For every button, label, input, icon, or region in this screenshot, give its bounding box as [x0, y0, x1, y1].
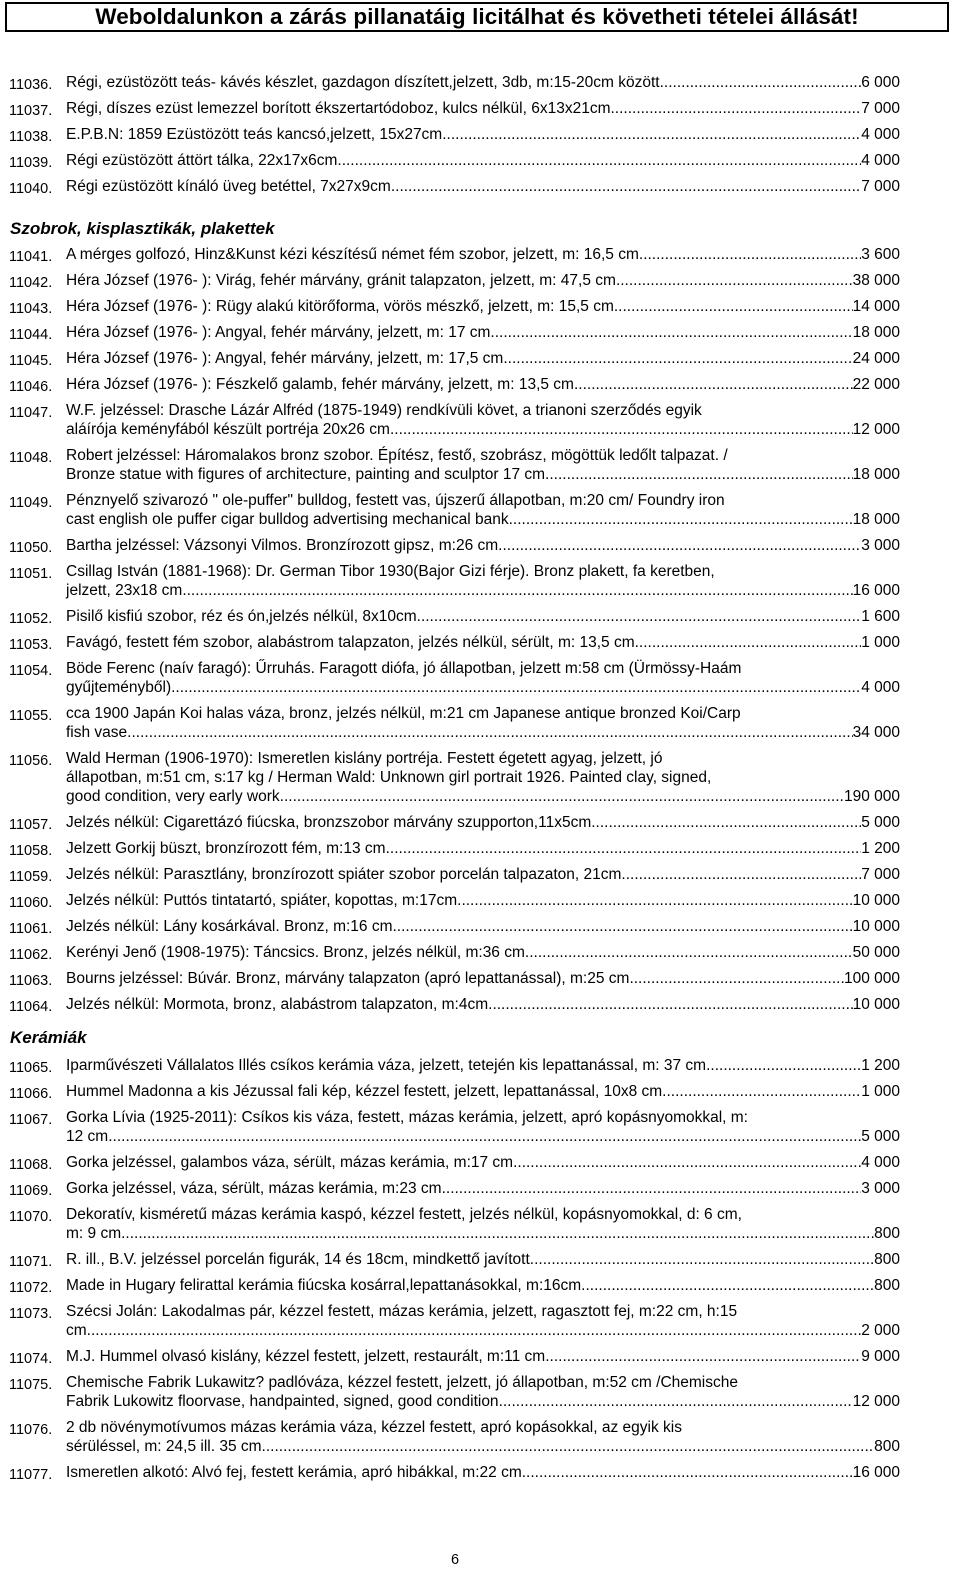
lot-price: 800: [874, 1251, 900, 1268]
lot-number: 11069.: [9, 1183, 53, 1199]
dot-leader: [442, 1179, 862, 1198]
lot-description: Böde Ferenc (naív faragó): Űrruhás. Faragott diófa, jó állapotban, jelzett m:58 cm (Ürmössy-Haám: [66, 660, 742, 677]
lot-number: 11075.: [9, 1377, 53, 1393]
lot-price: 22 000: [852, 376, 900, 393]
lot-description: Bronze statue with figures of architecture, painting and sculptor 17 cm: [66, 466, 546, 483]
lot-number: 11062.: [9, 947, 53, 963]
lot-number: 11070.: [9, 1209, 53, 1225]
dot-leader: [488, 995, 852, 1014]
lot-number: 11040.: [9, 181, 53, 197]
lot-number: 11051.: [9, 566, 53, 582]
lot-price: 1 000: [861, 1083, 900, 1100]
lot-number: 11067.: [9, 1112, 53, 1128]
lot-price: 1 600: [861, 608, 900, 625]
dot-leader: [127, 723, 852, 742]
lot-price: 6 000: [861, 74, 900, 91]
lot-description: W.F. jelzéssel: Drasche Lázár Alfréd (1875-1949) rendkívüli követ, a trianoni szerződés egyik: [66, 402, 702, 419]
lot-description: Jelzés nélkül: Lány kosárkával. Bronz, m:16 cm: [66, 918, 393, 935]
lot-price: 4 000: [861, 1154, 900, 1171]
lot-description: Robert jelzéssel: Háromalakos bronz szobor. Építész, festő, szobrász, mögöttük ledőlt talpazat. /: [66, 447, 728, 464]
dot-leader: [391, 177, 861, 196]
lot-number: 11059.: [9, 869, 53, 885]
dot-leader: [457, 891, 852, 910]
dot-leader: [545, 1347, 861, 1366]
lot-number: 11049.: [9, 495, 53, 511]
lot-number: 11058.: [9, 843, 53, 859]
lot-number: 11036.: [9, 77, 53, 93]
lot-number: 11046.: [9, 379, 53, 395]
lot-price: 12 000: [852, 421, 900, 438]
lot-number: 11061.: [9, 921, 53, 937]
lot-number: 11057.: [9, 817, 53, 833]
lot-description: cca 1900 Japán Koi halas váza, bronz, jelzés nélkül, m:21 cm Japanese antique bronzed Koi/Carp: [66, 705, 741, 722]
page-number: 6: [450, 1552, 460, 1568]
lot-description: Wald Herman (1906-1970): Ismeretlen kislány portréja. Festett égetett agyag, jelzett, jó: [66, 750, 663, 767]
lot-price: 3 000: [861, 1180, 900, 1197]
lot-number: 11050.: [9, 540, 53, 556]
lot-price: 4 000: [861, 126, 900, 143]
lot-description: Szécsi Jolán: Lakodalmas pár, kézzel festett, mázas kerámia, jelzett, ragasztott fej, m:22 cm, h:15: [66, 1303, 738, 1320]
lot-description: fish vase: [66, 724, 128, 741]
lot-number: 11048.: [9, 450, 53, 466]
lot-number: 11038.: [9, 129, 53, 145]
lot-description: Régi, díszes ezüst lemezzel borított ékszertartódoboz, kulcs nélkül, 6x13x21cm: [66, 100, 611, 117]
lot-description: m: 9 cm: [66, 1225, 122, 1242]
lot-description: Dekoratív, kisméretű mázas kerámia kaspó, kézzel festett, jelzés nélkül, kopásnyomokkal, d: 6 cm,: [66, 1206, 742, 1223]
dot-leader: [591, 813, 861, 832]
dot-leader: [108, 1127, 861, 1146]
lot-number: 11055.: [9, 708, 53, 724]
lot-description: Favágó, festett fém szobor, alabástrom talapzaton, jelzés nélkül, sérült, m: 13,5 cm: [66, 634, 635, 651]
lot-description: Chemische Fabrik Lukawitz? padlóváza, kézzel festett, jelzett, jó állapotban, m:52 cm /Chemische: [66, 1374, 738, 1391]
dot-leader: [499, 1392, 853, 1411]
dot-leader: [635, 633, 862, 652]
lot-price: 800: [874, 1277, 900, 1294]
dot-leader: [182, 581, 852, 600]
lot-description: Fabrik Lukowitz floorvase, handpainted, signed, good condition: [66, 1393, 499, 1410]
lot-price: 1 200: [861, 1057, 900, 1074]
lot-description: A mérges golfozó, Hinz&Kunst kézi készítésű német fém szobor, jelzett, m: 16,5 cm: [66, 246, 639, 263]
lot-price: 800: [874, 1438, 900, 1455]
dot-leader: [530, 1250, 874, 1269]
lot-description: sérüléssel, m: 24,5 ill. 35 cm: [66, 1438, 262, 1455]
lot-number: 11076.: [9, 1422, 53, 1438]
lot-description: Régi ezüstözött áttört tálka, 22x17x6cm: [66, 152, 338, 169]
lot-description: aláírója keményfából készült portréja 20x26 cm: [66, 421, 390, 438]
lot-description: Jelzés nélkül: Cigarettázó fiúcska, bronzszobor márvány szupporton,11x5cm: [66, 814, 592, 831]
lot-number: 11071.: [9, 1254, 53, 1270]
lot-price: 10 000: [852, 918, 900, 935]
dot-leader: [393, 917, 853, 936]
lot-price: 7 000: [861, 100, 900, 117]
lot-price: 34 000: [852, 724, 900, 741]
dot-leader: [522, 1463, 853, 1482]
lot-number: 11043.: [9, 301, 53, 317]
dot-leader: [262, 1437, 875, 1456]
dot-leader: [280, 787, 844, 806]
dot-leader: [706, 1056, 861, 1075]
lot-description: Héra József (1976- ): Fészkelő galamb, fehér márvány, jelzett, m: 13,5 cm: [66, 376, 574, 393]
lot-description: Régi ezüstözött kínáló üveg betéttel, 7x27x9cm: [66, 178, 391, 195]
lot-price: 9 000: [861, 1348, 900, 1365]
dot-leader: [386, 839, 862, 858]
lot-description: Hummel Madonna a kis Jézussal fali kép, kézzel festett, jelzett, lepattanással, 10x8 cm: [66, 1083, 663, 1100]
lot-description: Jelzés nélkül: Parasztlány, bronzírozott spiáter szobor porcelán talpazaton, 21cm: [66, 866, 622, 883]
lot-description: Ismeretlen alkotó: Alvó fej, festett kerámia, apró hibákkal, m:22 cm: [66, 1464, 522, 1481]
lot-number: 11054.: [9, 663, 53, 679]
lot-description: R. ill., B.V. jelzéssel porcelán figurák, 14 és 18cm, mindkettő javított: [66, 1251, 530, 1268]
lot-price: 18 000: [852, 324, 900, 341]
dot-leader: [121, 1224, 874, 1243]
lot-number: 11041.: [9, 249, 53, 265]
lot-price: 3 000: [861, 537, 900, 554]
page-title: Weboldalunkon a zárás pillanatáig licitálhat és követheti tételei állását!: [5, 2, 949, 32]
lot-number: 11053.: [9, 637, 53, 653]
lot-description: Héra József (1976- ): Angyal, fehér márvány, jelzett, m: 17 cm: [66, 324, 491, 341]
dot-leader: [390, 420, 853, 439]
dot-leader: [171, 678, 861, 697]
lot-price: 10 000: [852, 892, 900, 909]
lot-price: 3 600: [861, 246, 900, 263]
dot-leader: [581, 1276, 874, 1295]
dot-leader: [660, 73, 862, 92]
lot-description: Gorka Lívia (1925-2011): Csíkos kis váza, festett, mázas kerámia, jelzett, apró kopásnyomokkal, m:: [66, 1109, 748, 1126]
section-heading: Szobrok, kisplasztikák, plakettek: [10, 219, 275, 238]
lot-price: 18 000: [852, 511, 900, 528]
dot-leader: [337, 151, 861, 170]
lot-number: 11039.: [9, 155, 53, 171]
dot-leader: [498, 536, 861, 555]
lot-description: Jelzés nélkül: Puttós tintatartó, spiáter, kopottas, m:17cm: [66, 892, 458, 909]
lot-description: E.P.B.N: 1859 Ezüstözött teás kancsó,jelzett, 15x27cm: [66, 126, 443, 143]
lot-number: 11065.: [9, 1060, 53, 1076]
lot-price: 7 000: [861, 866, 900, 883]
lot-price: 14 000: [852, 298, 900, 315]
lot-description: állapotban, m:51 cm, s:17 kg / Herman Wald: Unknown girl portrait 1926. Painted clay, signed,: [66, 769, 712, 786]
lot-number: 11052.: [9, 611, 53, 627]
lot-price: 18 000: [852, 466, 900, 483]
lot-number: 11044.: [9, 327, 53, 343]
lot-price: 38 000: [852, 272, 900, 289]
lot-description: jelzett, 23x18 cm: [66, 582, 183, 599]
lot-price: 12 000: [852, 1393, 900, 1410]
dot-leader: [513, 1153, 861, 1172]
lot-number: 11037.: [9, 103, 53, 119]
dot-leader: [629, 969, 844, 988]
dot-leader: [525, 943, 853, 962]
dot-leader: [490, 323, 852, 342]
lot-description: 2 db növénymotívumos mázas kerámia váza, kézzel festett, apró kopásokkal, az egyik kis: [66, 1419, 682, 1436]
lot-price: 100 000: [843, 970, 900, 987]
dot-leader: [509, 510, 853, 529]
lot-price: 800: [874, 1225, 900, 1242]
section-heading: Kerámiák: [10, 1028, 87, 1047]
dot-leader: [616, 271, 853, 290]
lot-description: Héra József (1976- ): Angyal, fehér márvány, jelzett, m: 17,5 cm: [66, 350, 504, 367]
lot-price: 190 000: [843, 788, 900, 805]
lot-price: 16 000: [852, 1464, 900, 1481]
lot-description: Gorka jelzéssel, váza, sérült, mázas kerámia, m:23 cm: [66, 1180, 442, 1197]
dot-leader: [417, 607, 862, 626]
lot-number: 11063.: [9, 973, 53, 989]
lot-description: Régi, ezüstözött teás- kávés készlet, gazdagon díszített,jelzett, 3db, m:15-20cm között: [66, 74, 660, 91]
lot-number: 11047.: [9, 405, 53, 421]
lot-description: Pisilő kisfiú szobor, réz és ón,jelzés nélkül, 8x10cm: [66, 608, 417, 625]
lot-number: 11077.: [9, 1467, 53, 1483]
lot-price: 7 000: [861, 178, 900, 195]
lot-price: 10 000: [852, 996, 900, 1013]
lot-description: Jelzés nélkül: Mormota, bronz, alabástrom talapzaton, m:4cm: [66, 996, 489, 1013]
lot-number: 11042.: [9, 275, 53, 291]
lot-number: 11068.: [9, 1157, 53, 1173]
lot-number: 11056.: [9, 753, 53, 769]
lot-description: cast english ole puffer cigar bulldog advertising mechanical bank: [66, 511, 509, 528]
lot-price: 1 200: [861, 840, 900, 857]
lot-description: Csillag István (1881-1968): Dr. German Tibor 1930(Bajor Gizi férje). Bronz plakett, fa keretben,: [66, 563, 715, 580]
lot-price: 16 000: [852, 582, 900, 599]
dot-leader: [442, 125, 861, 144]
lot-description: Made in Hugary felirattal kerámia fiúcska kosárral,lepattanásokkal, m:16cm: [66, 1277, 582, 1294]
lot-price: 2 000: [861, 1322, 900, 1339]
lot-description: Pénznyelő szivarozó " ole-puffer" bulldog, festett vas, újszerű állapotban, m:20 cm/ Foundry iron: [66, 492, 725, 509]
lot-description: Kerényi Jenő (1908-1975): Táncsics. Bronz, jelzés nélkül, m:36 cm: [66, 944, 525, 961]
dot-leader: [621, 865, 861, 884]
lot-description: M.J. Hummel olvasó kislány, kézzel festett, jelzett, restaurált, m:11 cm: [66, 1348, 546, 1365]
lot-price: 5 000: [861, 1128, 900, 1145]
dot-leader: [503, 349, 852, 368]
lot-description: Jelzett Gorkij büszt, bronzírozott fém, m:13 cm: [66, 840, 386, 857]
lot-description: gyűjteményből): [66, 679, 172, 696]
lot-description: Héra József (1976- ): Rügy alakú kitörőforma, vörös mészkő, jelzett, m: 15,5 cm: [66, 298, 614, 315]
lot-price: 24 000: [852, 350, 900, 367]
lot-number: 11060.: [9, 895, 53, 911]
lot-price: 1 000: [861, 634, 900, 651]
lot-number: 11074.: [9, 1351, 53, 1367]
lot-description: Bartha jelzéssel: Vázsonyi Vilmos. Bronzírozott gipsz, m:26 cm: [66, 537, 499, 554]
lot-number: 11072.: [9, 1280, 53, 1296]
lot-number: 11066.: [9, 1086, 53, 1102]
lot-price: 5 000: [861, 814, 900, 831]
lot-description: Iparművészeti Vállalatos Illés csíkos kerámia váza, jelzett, tetején kis lepattanással, m: 37 cm: [66, 1057, 707, 1074]
lot-description: cm: [66, 1322, 87, 1339]
lot-number: 11045.: [9, 353, 53, 369]
lot-description: Gorka jelzéssel, galambos váza, sérült, mázas kerámia, m:17 cm: [66, 1154, 514, 1171]
dot-leader: [610, 99, 861, 118]
lot-number: 11064.: [9, 999, 53, 1015]
lot-description: good condition, very early work: [66, 788, 280, 805]
dot-leader: [639, 245, 861, 264]
lot-description: Héra József (1976- ): Virág, fehér márvány, gránit talapzaton, jelzett, m: 47,5 cm: [66, 272, 616, 289]
lot-description: Bourns jelzéssel: Búvár. Bronz, márvány talapzaton (apró lepattanással), m:25 cm: [66, 970, 630, 987]
lot-price: 4 000: [861, 152, 900, 169]
dot-leader: [87, 1321, 862, 1340]
lot-description: 12 cm: [66, 1128, 109, 1145]
dot-leader: [574, 375, 853, 394]
lot-price: 50 000: [852, 944, 900, 961]
dot-leader: [662, 1082, 861, 1101]
dot-leader: [614, 297, 853, 316]
lot-price: 4 000: [861, 679, 900, 696]
dot-leader: [545, 465, 853, 484]
lot-number: 11073.: [9, 1306, 53, 1322]
